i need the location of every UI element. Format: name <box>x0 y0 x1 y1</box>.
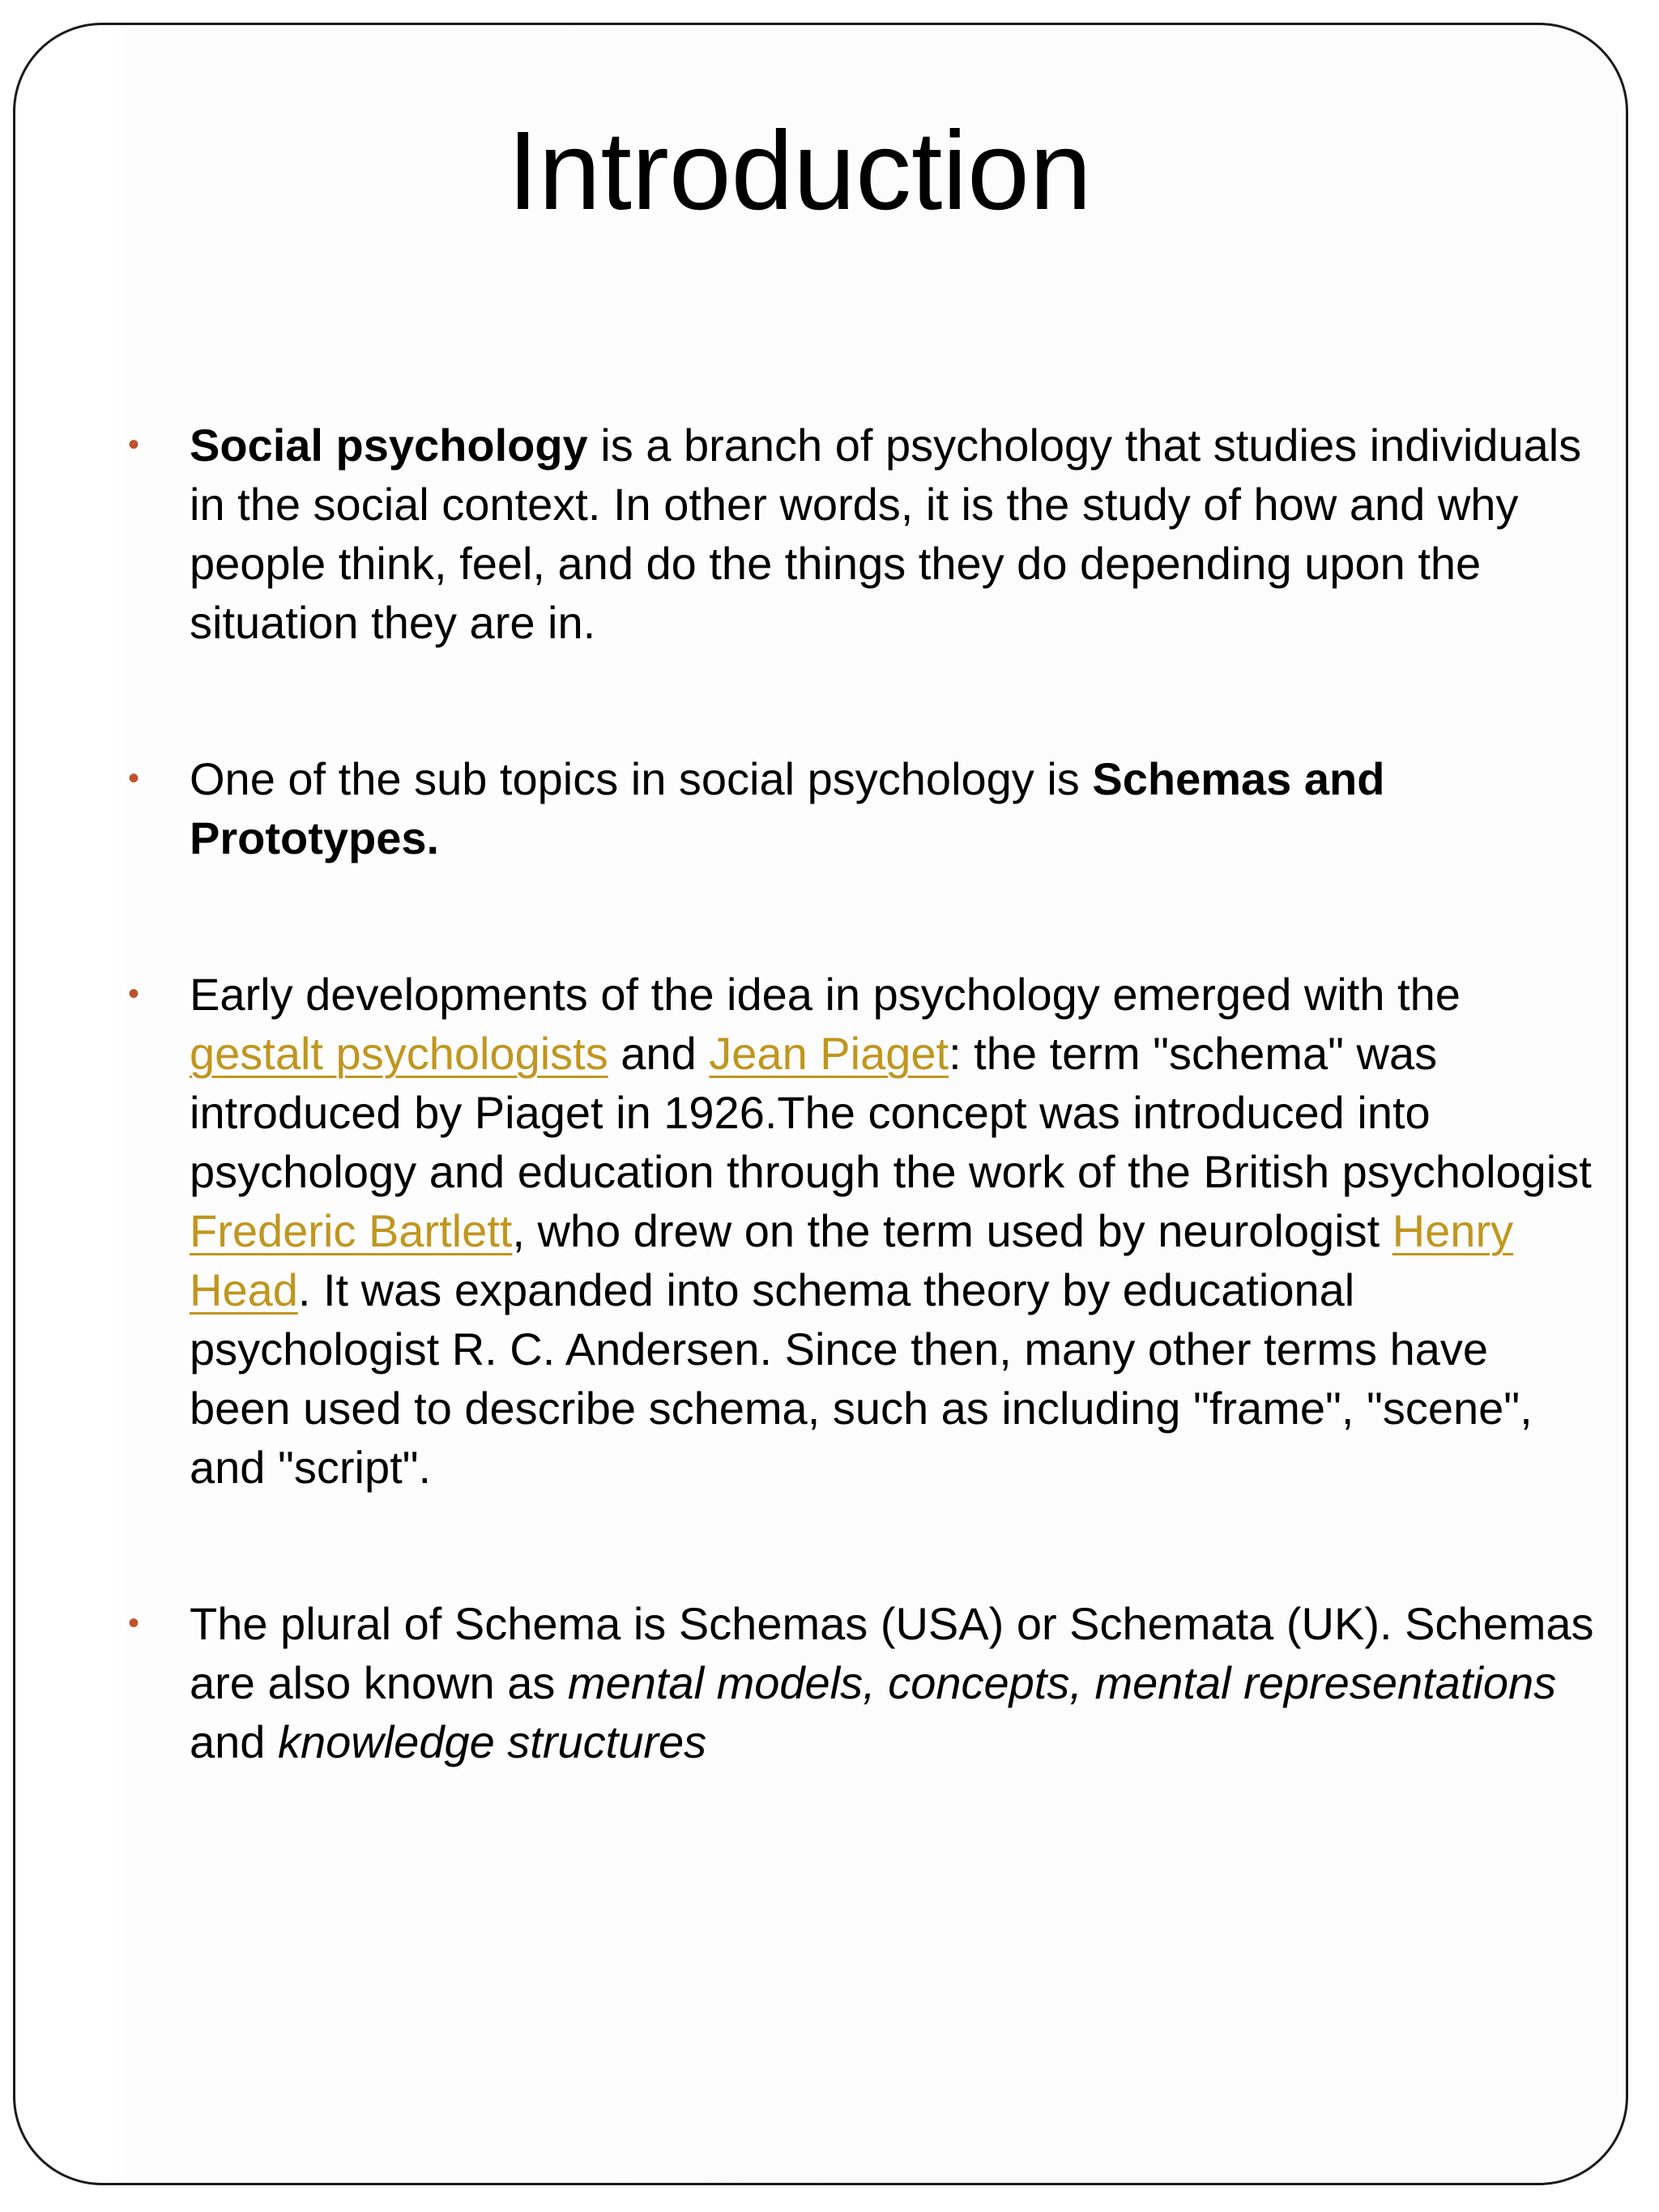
bullet-text: One of the sub topics in social psychology is <box>190 753 1093 804</box>
term-schemas-prototypes: Schemas and Prototypes. <box>190 753 1385 863</box>
italic-knowledge-structures: knowledge structures <box>278 1716 707 1767</box>
bullet-text: is a branch of psychology that studies individuals in the social context. In other words, it is the study of how and why people think, feel, and do the things they do depending upon the situation they are in. <box>190 420 1582 648</box>
bullet-text: and <box>608 1028 710 1079</box>
bullet-dot-icon: • <box>128 427 140 462</box>
bullet-text: : the term "schema" was introduced by Piaget in 1926.The concept was introduced into psychology and education through the work of the British psychologist <box>190 1028 1592 1197</box>
bullet-text: and <box>190 1716 278 1767</box>
bullet-dot-icon: • <box>128 1605 140 1641</box>
bullet-text: , who drew on the term used by neurologist <box>512 1205 1392 1256</box>
bullet-dot-icon: • <box>128 976 140 1012</box>
bullet-list <box>104 416 1595 1771</box>
term-social-psychology: Social psychology <box>190 420 588 471</box>
italic-mental-models: mental models, concepts, mental representations <box>567 1657 1557 1708</box>
bullet-plural-schema <box>104 1594 1595 1771</box>
bullet-text: Early developments of the idea in psychology emerged with the <box>190 969 1461 1020</box>
bullet-social-psychology <box>104 416 1595 652</box>
link-gestalt-psychologists[interactable]: gestalt psychologists <box>190 1028 608 1079</box>
bullet-text: The plural of Schema is Schemas (USA) or Schemata (UK). Schemas are also known as <box>190 1598 1594 1708</box>
bullet-sub-topics <box>104 749 1595 867</box>
bullet-text: . It was expanded into schema theory by educational psychologist R. C. Andersen. Since then, many other terms have been used to describe schema, such as including "frame", "scene", and "script". <box>190 1264 1533 1493</box>
link-jean-piaget[interactable]: Jean Piaget <box>709 1028 949 1079</box>
bullet-early-developments <box>104 965 1595 1497</box>
slide-frame <box>13 23 1628 2185</box>
link-frederic-bartlett[interactable]: Frederic Bartlett <box>190 1205 513 1256</box>
link-henry-head[interactable]: Henry Head <box>190 1205 1514 1315</box>
bullet-dot-icon: • <box>128 761 140 796</box>
slide-title: Introduction <box>507 109 1092 233</box>
